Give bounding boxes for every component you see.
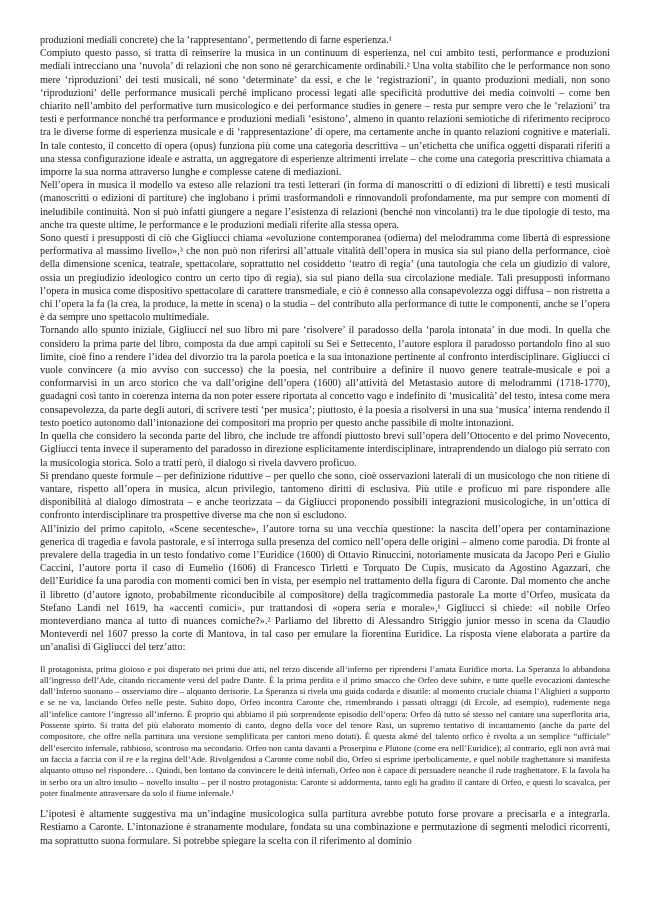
block-quote: Il protagonista, prima gioioso e poi disperato nei primi due atti, nel terzo discende all’inferno per riprendersi l’amata Euridice morta. La Speranza lo abbandona all’ingresso dell’Ade, citando riccamente versi del padre Dante. È la prima perdita e il primo smacco che Orfeo deve subire, e tutte quelle evocazioni dantesche dall’Inferno suonano – osserviamo dire – alquanto derisorie. La Speranza si rivela una guida codarda e disutile: al momento cruciale chiama l’Alighieri a supporto e se ne va, lasciando Orfeo nelle peste. Subito dopo, Orfeo incontra Caronte che, rimembrando i passati oltraggi (di Ercole, ad esempio), rudemente nega all’infelice cantore l’ingresso all’inferno. È proprio qui abbiamo il più sorprendente episodio dell’opera: Orfeo dà tutto sé stesso nel cantare una superfloritа aria, Possente spirto. Si tratta del più elaborato momento di canto, degno della voce del tenore Rasi, un supremo tentativo di incantamento (anche da parte del compositore, che offre nella partitura una versione semplificata per cantori meno dotati). È questa akmé del talento orfico è rivolta a un semplice “ufficiale” dell’esercito infernale, rabbioso, scontroso ma secondario. Orfeo non canta davanti a Proserpina e Plutone (come era nell’Euridice); al contrario, egli non avrà mai un faccia a faccia con il re e la regina dell’Ade. Rivolgendosi a Caronte come nobil dio, Orfeo si esprime iperbolicamente, e quel nobile traghettatore si manifesta alquanto ottuso nel rispondere… Quindi, ben lontano da convincere le deità infernali, Orfeo non è capace di persuadere neanche il rude traghettatore. E la favola ha in serbo ora un altro insulto – novello insulto – per il nostro protagonista: Caronte si addormenta, tanto egli ha gradito il cantare di Orfeo, e questi lo scavalca, per poter finalmente attraversare da solo il fiume infernale.¹ xyxy=(40,663,610,798)
paragraph-primo-capitolo: All’inizio del primo capitolo, «Scene secentesche», l’autore torna su una vecchia questione: la nascita dell’opera per contaminazione generica di tragedia e favola pastorale, e si interroga sulla presenza del comico nell’opera delle origini – almeno come parodia. Di fronte al prevalere della tragedia in un testo fondativo come l’Euridice (1600) di Ottavio Rinuccini, notoriamente musicata da Jacopo Peri e Giulio Caccini, l’autore porta il caso di Eumelio (1606) di Francesco Tirletti e Torquato De Cupis, musicato da Agostino Agazzari, che dell’Euridice fa una parodia con momenti comici ben in vista, per esempio nel trattamento della figura di Caronte. Dal momento che anche il libretto (d’autore ignoto, probabilmente riconducibile al compositore) della tragicommedia pastorale La morte d’Orfeo, musicata da Stefano Landi nel 1619, ha «accenti comici», pur trattandosi di «opera seria e morale»,¹ Gigliucci si chiede: «il nobile Orfeo monteverdiano manca al tutto di nuances comiche?».² Parliamo del libretto di Alessandro Striggio junior messo in scena da Claudio Monteverdi nel 1607 presso la corte di Mantova, in tal caso per emulare la fiorentina Euridice. La risposta viene elaborata a partire da un’analisi di Gigliucci del terz’atto: xyxy=(40,523,610,654)
paragraph-continuum: Compiuto questo passo, si tratta di reinserire la musica in un continuum di esperienza, nel cui ambito testi, performance e produzioni mediali intrecciano una ‘nuvola’ di relazioni che non sono né gerarchicamente ordinabili.² Una volta stabilito che le performance non sono mere ‘riproduzioni’ dei testi musicali, né sono ‘determinate’ da essi, e che le ‘registrazioni’, in quanto produzioni mediali, non sono ‘riproduzioni’ delle performance musicali perché implicano processi legati alle specificità produttive dei media coinvolti – come ben chiarito nell’ambito del performative turn musicologico e dei performance studies in genere – resta pur sempre vero che le ‘relazioni’ tra testi e performance nonché tra performance e produzioni mediali ‘esistono’, almeno in quanto relazioni semiotiche di riferimento reciproco tra le diverse forme di esperienza musicale e di ‘rappresentazione’ di opere, ma certamente anche in quanto relazioni cognitive e materiali. In tale contesto, il concetto di opera (opus) funziona più come una categoria descrittiva – un’etichetta che unifica oggetti disparati riferiti a una stessa configurazione ideale e astratta, un aggregatore di esperienze altrimenti irrelate – che come una categoria prescrittiva chiamata a imporre la sua norma attraverso lunghe e complesse catene di mediazioni. xyxy=(40,48,610,179)
paragraph-first-part: Tornando allo spunto iniziale, Gigliucci nel suo libro mi pare ‘risolvere’ il paradosso della ‘parola intonata’ in due modi. In quella che considero la prima parte del libro, composta da due ampi capitoli su Sei e Settecento, l’autore esplora il paradosso portandolo fino al suo limite, cioè fino a rendere l’idea del divorzio tra la parola poetica e la sua intonazione pertinente al confronto interdisciplinare. Gigliucci ci vuole convincere (a mio avviso con successo) che la poesia, nel contribuire a definire il nuovo genere teatrale-musicale e poi a conformarvisi in un arco storico che va dall’origine dell’opera (1600) all’attività del Metastasio autore di melodrammi (1718-1770), guadagni così tanto in coerenza interna da non poter essere riportata al concetto vago e indefinito di ‘musicalità’ del testo, intesa come mera consapevolezza, da parte degli autori, di scrivere testi ‘per musica’; piuttosto, è la poesia a risolversi in una sua ‘musica’ interna rendendo il testo poetico autonomo dall’intonazione dei compositori ma proprio per questo anche passibile di molte intonazioni. xyxy=(40,325,610,429)
paragraph-intro-tail: produzioni mediali concrete) che la ‘rappresentano’, permettendo di farne esperienza.¹ xyxy=(40,35,392,46)
paragraph-formule: Si prendano queste formule – per definizione riduttive – per quello che sono, cioè osservazioni laterali di un musicologo che non ritiene di vantare, rispetto all’opera in musica, alcun privilegio, tantomeno diritti di esclusiva. Più utile e proficuo mi pare rispondere alle disponibilità al dialogo dimostrata – e anche teorizzata – da Gigliucci proponendo possibili integrazioni musicologiche, in un’ottica di confronto interdisciplinare tra prospettive diverse ma che non si escludono. xyxy=(40,470,610,522)
paragraph-presupposti: Sono questi i presupposti di ciò che Gigliucci chiama «evoluzione contemporanea (odierna) del melodramma come libertà di espressione performativa al massimo livello»,³ che non può non riferirsi all’attuale vitalità dell’opera in musica sia sul piano della performance, cioè della dimensione scenica, teatrale, spettacolare, soprattutto nel cosiddetto ‘teatro di regia’ (una tautologia che cela un giudizio di valore, ossia un pregiudizio ideologico contro un certo tipo di regia), sia sul piano della sua circolazione mediale. Tali presupposti informano l’opera in musica come dispositivo spettacolare di carattere transmediale, e ciò è connesso alla consapevolezza oggi diffusa – non ristretta a chi l’opera la fa (la crea, la produce, la mette in scena) o la studia – del contributo alla performance di tutte le componenti, anche se l’opera è da sempre uno spettacolo multimediale. xyxy=(40,233,610,324)
paragraph-second-part: In quella che considero la seconda parte del libro, che include tre affondi piuttosto brevi sull’opera dell’Ottocento e del primo Novecento, Gigliucci tenta invece il superamento del paradosso in direzione esplicitamente interdisciplinare, intraprendendo un dialogo più serrato con la musicologia storica. Solo a tratti però, il dialogo si rivela davvero proficuo. xyxy=(40,431,610,469)
paragraph-ipotesi: L’ipotesi è altamente suggestiva ma un’indagine musicologica sulla partitura avrebbe potuto forse provare a precisarla e a integrarla. Restiamo a Caronte. L’intonazione è stranamente modulare, fondata su una combinazione e permutazione di segmenti melodici ricorrenti, ma soprattutto suona formulare. Si potrebbe spiegare la scelta con il riferimento al dominio xyxy=(40,809,610,847)
document-page xyxy=(40,34,610,848)
paragraph-opera-model: Nell’opera in musica il modello va esteso alle relazioni tra testi letterari (in forma di manoscritti o di edizioni di libretti) e testi musicali (manoscritti o edizioni di partiture) che inglobano i primi trasformandoli e rinnovandoli profondamente, ma pur sempre con momenti di ineludibile continuità. Non si può infatti giungere a negare l’esistenza di relazioni (benché non vincolanti) tra le due tipologie di testo, ma anche tra queste ultime, le performance e le produzioni mediali riferite alla stessa opera. xyxy=(40,180,610,231)
